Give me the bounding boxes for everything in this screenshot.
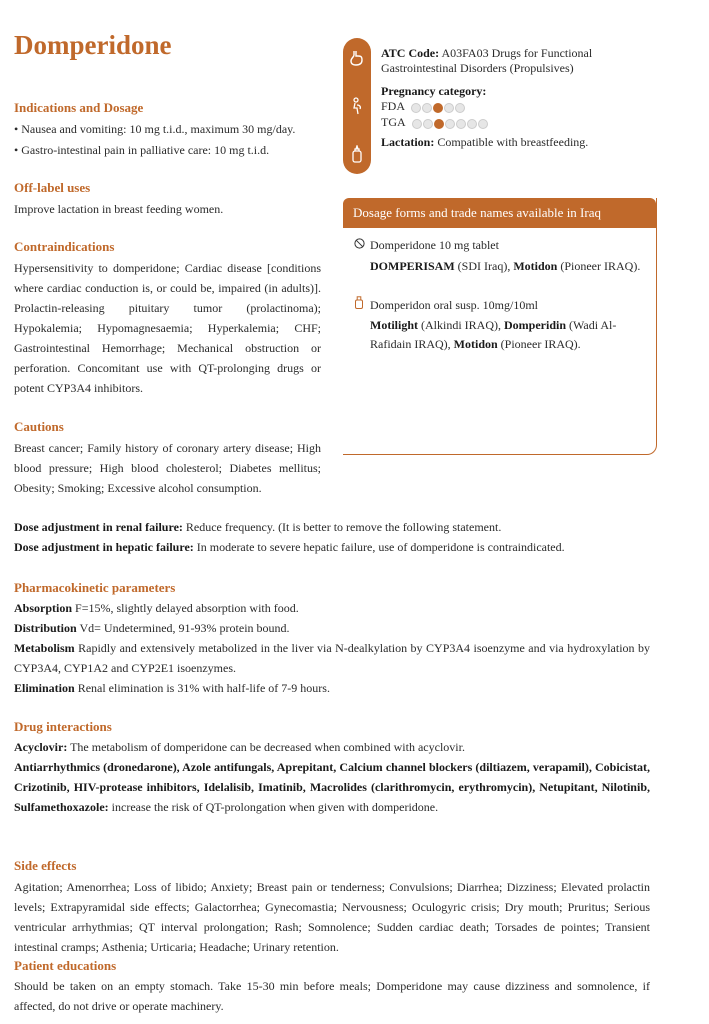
fda-scale <box>411 100 466 115</box>
renal-label: Dose adjustment in renal failure: <box>14 520 183 534</box>
indications-heading: Indications and Dosage <box>14 100 144 115</box>
suspension-brands <box>370 316 655 354</box>
brand-maker: (Pioneer IRAQ). <box>557 259 641 273</box>
brand-maker: (Pioneer IRAQ). <box>497 337 581 351</box>
education-text: Should be taken on an empty stomach. Take 15-30 min before meals; Domperidone may cause dizziness and somnolence, if affected, do not drive or operate machinery. <box>14 979 650 1013</box>
off-label-text: Improve lactation in breast feeding women. <box>14 202 224 216</box>
hepatic-label: Dose adjustment in hepatic failure: <box>14 540 194 554</box>
pk-text: F=15%, slightly delayed absorption with food. <box>72 601 299 615</box>
side-effects-text: Agitation; Amenorrhea; Loss of libido; Anxiety; Breast pain or tenderness; Convulsions; Diarrhea; Dizziness; Elevated prolactin levels; Extrapyramidal side effects; Galactorrhea; Gynecomastia; Nervousness; Oculogyric crisis; Dry mouth; Pruritus; Serious ventricular arrhythmias; QT interval prolongation; Rash; Somnolence; Sudden cardiac death; Torsades de pointes; Transient intestinal cramps; Asthenia; Urticaria; Headache; Urinary retention. <box>14 880 650 954</box>
lactation <box>381 135 588 150</box>
baby-bottle-icon <box>343 142 371 166</box>
interaction-label: Acyclovir: <box>14 740 68 754</box>
dosage-forms-heading: Dosage forms and trade names available in Iraq <box>343 198 656 228</box>
brand-name: Domperidin <box>504 318 567 332</box>
pk-text: Rapidly and extensively metabolized in the liver via N-dealkylation by CYP3A4 isoenzyme and via hydroxylation by CYP3A4, CYP1A2 and CYP2E1 isoenzymes. <box>14 641 650 675</box>
atc-value-2: Gastrointestinal Disorders (Propulsives) <box>381 61 574 75</box>
cautions-heading: Cautions <box>14 419 64 434</box>
pk-text: Renal elimination is 31% with half-life of 7-9 hours. <box>74 681 330 695</box>
atc-code <box>381 46 651 76</box>
interaction-text: increase the risk of QT-prolongation when given with domperidone. <box>108 800 439 814</box>
no-tablet-icon <box>354 236 366 255</box>
stomach-icon <box>343 46 371 70</box>
pk-label: Distribution <box>14 621 77 635</box>
pk-text: Vd= Undetermined, 91-93% protein bound. <box>76 621 290 635</box>
pk-metabolism <box>14 638 650 678</box>
interaction-label: Antiarrhythmics (dronedarone), Azole antifungals, Aprepitant, Calcium channel blockers (diltiazem, verapamil), Cobicistat, Crizotinib, HIV-protease inhibitors, Idelalisib, Imatinib, Macrolides (clarithromycin, erythromycin), Netupitant, Nilotinib, Sulfamethoxazole: <box>14 760 650 814</box>
tga-row <box>381 115 489 131</box>
brand-maker: (Wadi Al-Rafidain IRAQ), <box>370 318 617 351</box>
fda-selected-dot <box>433 103 443 113</box>
dosage-form-suspension <box>354 296 654 315</box>
fda-row <box>381 99 489 115</box>
pregnant-woman-icon <box>343 94 371 118</box>
dosage-form-tablet <box>354 236 654 255</box>
pregnancy-category <box>381 84 489 131</box>
pk-label: Metabolism <box>14 641 75 655</box>
tga-label: TGA <box>381 114 405 129</box>
pk-absorption <box>14 598 650 618</box>
interaction-text: The metabolism of domperidone can be decreased when combined with acyclovir. <box>67 740 465 754</box>
indications-list <box>14 119 295 161</box>
side-effects-heading: Side effects <box>14 858 77 873</box>
interactions-heading: Drug interactions <box>14 719 112 734</box>
interaction-acyclovir <box>14 737 650 757</box>
pk-distribution <box>14 618 650 638</box>
hepatic-adjustment <box>14 537 650 557</box>
off-label-heading: Off-label uses <box>14 180 91 195</box>
interaction-qt-group <box>14 757 650 817</box>
brand-name: Motilight <box>370 318 418 332</box>
brand-maker: (Alkindi IRAQ), <box>418 318 504 332</box>
suspension-form-name: Domperidon oral susp. 10mg/10ml <box>370 298 538 312</box>
brand-name: Motidon <box>513 259 558 273</box>
atc-value: A03FA03 Drugs for Functional <box>441 46 593 60</box>
hepatic-text: In moderate to severe hepatic failure, use of domperidone is contraindicated. <box>196 540 565 554</box>
pk-heading: Pharmacokinetic parameters <box>14 580 176 595</box>
cautions-text: Breast cancer; Family history of coronary artery disease; High blood pressure; High blood cholesterol; Diabetes mellitus; Obesity; Smoking; Excessive alcohol consumption. <box>14 441 321 495</box>
bottle-icon <box>354 296 366 315</box>
pk-elimination <box>14 678 650 698</box>
tga-selected-dot <box>434 119 444 129</box>
brand-name: Motidon <box>453 337 498 351</box>
atc-label: ATC Code: <box>381 46 440 60</box>
indication-item: • Gastro-intestinal pain in palliative care: 10 mg t.i.d. <box>14 143 270 157</box>
pregnancy-label: Pregnancy category: <box>381 84 487 98</box>
tga-scale <box>412 116 489 131</box>
brand-maker: (SDI Iraq), <box>454 259 514 273</box>
fda-label: FDA <box>381 99 405 113</box>
contraindications-heading: Contraindications <box>14 239 115 254</box>
pk-label: Elimination <box>14 681 75 695</box>
pk-label: Absorption <box>14 601 73 615</box>
drug-title: Domperidone <box>14 30 172 60</box>
indication-item: • Nausea and vomiting: 10 mg t.i.d., maximum 30 mg/day. <box>14 122 296 136</box>
tablet-form-name: Domperidone 10 mg tablet <box>370 238 499 252</box>
education-heading: Patient educations <box>14 958 117 973</box>
brand-name: DOMPERISAM <box>370 259 455 273</box>
lactation-value: Compatible with breastfeeding. <box>437 135 589 149</box>
lactation-label: Lactation: <box>381 135 435 149</box>
info-icon-bar <box>343 38 371 174</box>
renal-text: Reduce frequency. (It is better to remove the following statement. <box>185 520 502 534</box>
contraindications-text: Hypersensitivity to domperidone; Cardiac disease [conditions where cardiac conduction is, or could be, impaired (in adults)]. Prolactin-releasing pituitary tumor (prolactinoma); Hypokalemia; Hypomagnesaemia; Hyperkalemia; CHF; Gastrointestinal Hemorrhage; Mechanical obstruction or perforation. Concomitant use with QT-prolonging drugs or potent CYP3A4 inhibitors. <box>14 261 321 395</box>
renal-adjustment <box>14 517 650 537</box>
tablet-brands <box>370 257 655 276</box>
